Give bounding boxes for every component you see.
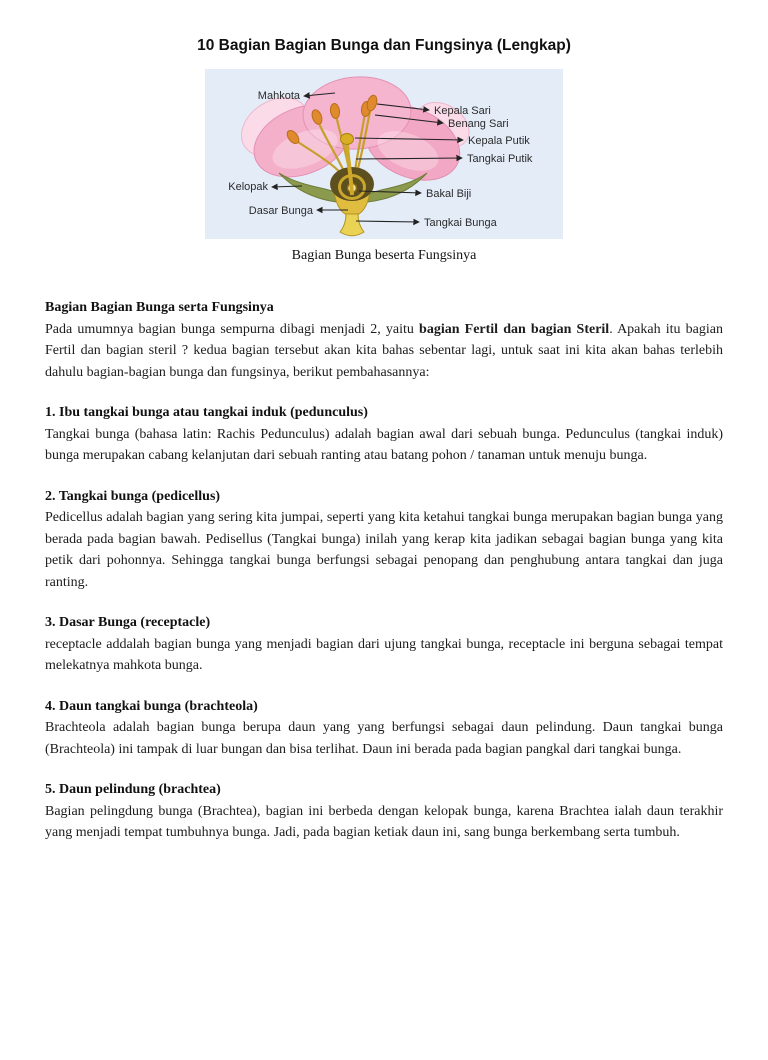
section-intro [45,297,723,383]
label-tangkai-putik: Tangkai Putik [467,153,533,165]
section-paragraph: receptacle addalah bagian bunga yang menjadi bagian dari ujung tangkai bunga, receptacle ini berguna sebagai tempat melekatnya mahkota bunga. [45,636,723,673]
intro-text-before: Pada umumnya bagian bunga sempurna dibagi menjadi 2, yaitu [45,321,420,337]
intro-text-bold: bagian Fertil dan bagian Steril [419,321,610,337]
label-tangkai-bunga: Tangkai Bunga [424,217,497,229]
flower-diagram-svg [205,69,563,239]
flower-diagram-figure [205,69,563,239]
section-heading: 4. Daun tangkai bunga (brachteola) [45,698,258,714]
section-heading: 5. Daun pelindung (brachtea) [45,782,221,797]
section-receptacle [45,612,723,677]
label-mahkota: Mahkota [257,90,300,102]
label-benang-sari: Benang Sari [448,118,509,130]
section-paragraph [45,319,723,384]
document-page [0,36,768,1060]
section-pedicellus [45,486,723,594]
pistil-stigma [341,134,354,145]
section-pedunculus [45,402,723,467]
label-dasar-bunga: Dasar Bunga [248,205,313,217]
section-brachteola [45,696,723,761]
section-paragraph: Pedicellus adalah bagian yang sering kita jumpai, seperti yang kita ketahui tangkai bunga merupakan bagian bunga yang berada pada bagian bawah. Pedisellus (Tangkai bunga) inilah yang kerap kita jadikan sebagai bagian bunga yang kita petik dari pohonnya. Sehingga tangkai bunga berfungsi sebagai penopang dan penghubung antara tangkai dan juga ranting. [45,510,723,590]
label-kelopak: Kelopak [228,181,268,193]
section-paragraph: Brachteola adalah bagian bunga berupa daun yang yang berfungsi sebagai daun pelindung. Daun tangkai bunga (Brachteola) ini tampak di luar bungan dan bisa terlihat. Daun ini berada pada bagian pangkal dari tangkai bunga. [45,720,723,757]
section-heading: 3. Dasar Bunga (receptacle) [45,615,211,630]
label-bakal-biji: Bakal Biji [426,188,472,200]
section-heading: 2. Tangkai bunga (pedicellus) [45,488,221,504]
page-title: 10 Bagian Bagian Bunga dan Fungsinya (Lengkap) [197,37,571,54]
figure-caption: Bagian Bunga beserta Fungsinya [291,248,477,263]
intro-text-after: . Apakah itu bagian Fertil dan bagian steril ? kedua bagian tersebut akan kita bahas sebentar lagi, untuk saat ini kita akan bahas terlebih dahulu bagian-bagian bunga dan fungsinya, berikut pembahasannya: [45,321,723,380]
section-brachtea [45,779,723,844]
section-heading: 1. Ibu tangkai bunga atau tangkai induk (pedunculus) [45,405,368,420]
section-paragraph: Tangkai bunga (bahasa latin: Rachis Pedunculus) adalah bagian awal dari sebuah bunga. Pedunculus (tangkai induk) bunga merupakan cabang kelanjutan dari sebuah ranting atau batang pohon / tanaman untuk menuju bunga. [45,426,723,463]
section-heading: Bagian Bagian Bunga serta Fungsinya [45,300,274,315]
label-kepala-sari: Kepala Sari [434,105,491,117]
document-body [45,297,723,844]
label-kepala-putik: Kepala Putik [468,135,530,147]
section-paragraph: Bagian pelingdung bunga (Brachtea), bagian ini berbeda dengan kelopak bunga, karena Brachtea ialah daun terakhir yang menjadi tempat tumbuhnya bunga. Jadi, pada bagian ketiak daun ini, sang bunga berkembang serta tumbuh. [45,803,723,840]
